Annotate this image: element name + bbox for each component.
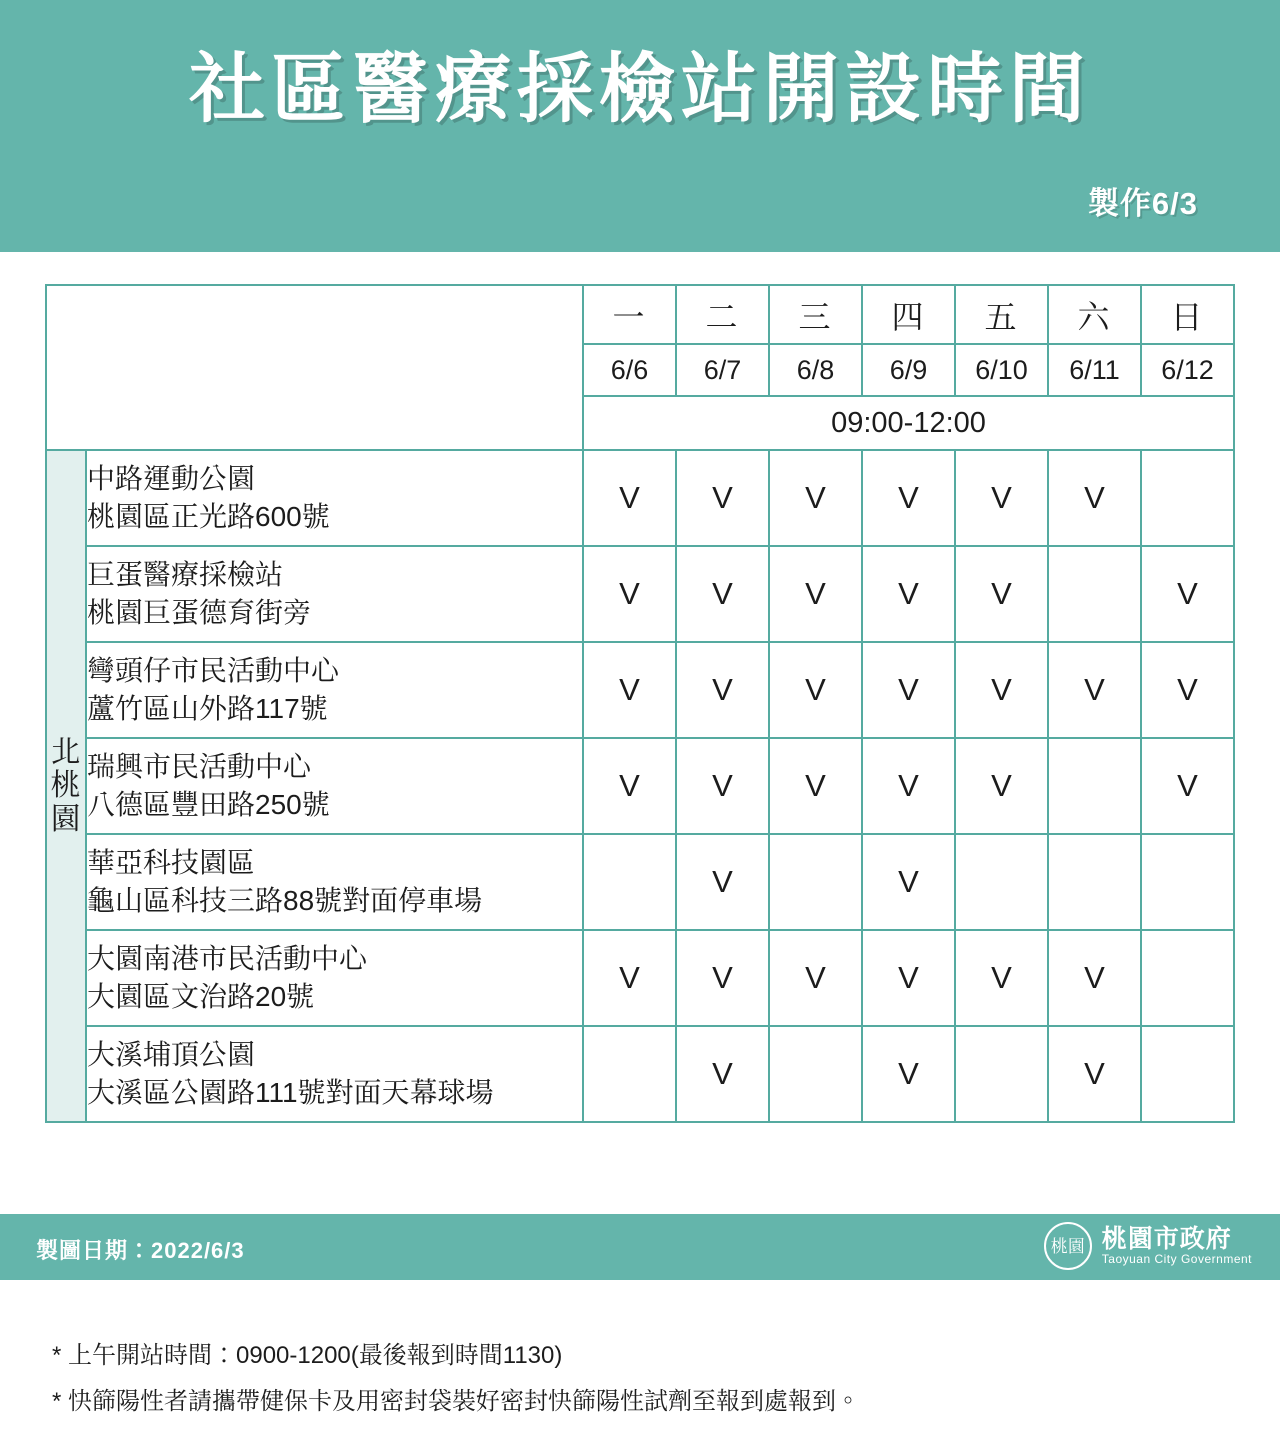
availability-cell — [1141, 450, 1234, 546]
poster-header — [0, 0, 1280, 252]
available-mark: V — [898, 960, 919, 995]
weekday-header-cell: 四 — [862, 285, 955, 344]
availability-cell — [676, 546, 769, 642]
available-mark: V — [898, 480, 919, 515]
region-label-cell: 北 桃 園 — [46, 450, 86, 1122]
available-mark: V — [898, 672, 919, 707]
weekday-header-cell: 日 — [1141, 285, 1234, 344]
available-mark: V — [1177, 768, 1198, 803]
availability-cell — [1048, 642, 1141, 738]
available-mark: V — [991, 576, 1012, 611]
site-address: 龜山區科技三路88號對面停車場 — [87, 885, 483, 916]
availability-cell — [955, 738, 1048, 834]
site-name: 大溪埔頂公園 — [87, 1038, 256, 1070]
availability-cell — [862, 1026, 955, 1122]
available-mark: V — [898, 768, 919, 803]
chart-date-label: 製圖日期：2022/6/3 — [36, 1238, 245, 1263]
availability-cell — [955, 834, 1048, 930]
weekday-header-cell: 六 — [1048, 285, 1141, 344]
availability-cell — [583, 1026, 676, 1122]
table-corner-blank — [46, 285, 583, 450]
availability-cell — [1048, 546, 1141, 642]
available-mark: V — [619, 768, 640, 803]
availability-cell — [583, 642, 676, 738]
availability-cell — [1048, 1026, 1141, 1122]
table-row — [46, 834, 1234, 930]
availability-cell — [1141, 546, 1234, 642]
availability-cell — [1048, 930, 1141, 1026]
site-name: 瑞興市民活動中心 — [87, 750, 312, 782]
site-cell — [86, 1026, 583, 1122]
date-header-cell: 6/12 — [1141, 344, 1234, 396]
availability-cell — [1141, 1026, 1234, 1122]
available-mark: V — [712, 1056, 733, 1091]
availability-cell — [1141, 642, 1234, 738]
site-address: 桃園巨蛋德育街旁 — [87, 597, 312, 628]
date-header-cell: 6/7 — [676, 344, 769, 396]
available-mark: V — [805, 576, 826, 611]
availability-cell — [769, 1026, 862, 1122]
available-mark: V — [712, 768, 733, 803]
availability-cell — [1141, 930, 1234, 1026]
available-mark: V — [712, 864, 733, 899]
availability-cell — [676, 738, 769, 834]
available-mark: V — [898, 1056, 919, 1091]
site-address: 桃園區正光路600號 — [87, 501, 330, 532]
site-name: 巨蛋醫療採檢站 — [87, 558, 284, 590]
site-address: 大園區文治路20號 — [87, 981, 315, 1012]
available-mark: V — [898, 576, 919, 611]
availability-cell — [769, 546, 862, 642]
schedule-table — [45, 284, 1235, 1123]
availability-cell — [676, 930, 769, 1026]
government-name-en: Taoyuan City Government — [1101, 1251, 1252, 1266]
availability-cell — [769, 642, 862, 738]
available-mark: V — [619, 672, 640, 707]
availability-cell — [1048, 738, 1141, 834]
weekday-header-row — [46, 285, 1234, 344]
government-names — [1102, 1226, 1252, 1266]
availability-cell — [676, 834, 769, 930]
site-address: 八德區豐田路250號 — [87, 789, 330, 820]
availability-cell — [583, 834, 676, 930]
availability-cell — [955, 450, 1048, 546]
available-mark: V — [1084, 1056, 1105, 1091]
availability-cell — [676, 1026, 769, 1122]
available-mark: V — [712, 480, 733, 515]
availability-cell — [862, 642, 955, 738]
available-mark: V — [1177, 672, 1198, 707]
availability-cell — [1141, 738, 1234, 834]
site-cell — [86, 930, 583, 1026]
footnotes — [52, 1338, 1232, 1430]
availability-cell — [769, 930, 862, 1026]
site-address: 大溪區公園路111號對面天幕球場 — [87, 1077, 494, 1108]
available-mark: V — [805, 480, 826, 515]
time-range-cell: 09:00-12:00 — [583, 396, 1234, 450]
footnote-1: * 上午開站時間：0900-1200(最後報到時間1130) — [52, 1342, 563, 1369]
available-mark: V — [712, 576, 733, 611]
table-row — [46, 546, 1234, 642]
availability-cell — [583, 450, 676, 546]
availability-cell — [862, 930, 955, 1026]
table-row — [46, 930, 1234, 1026]
table-row — [46, 450, 1234, 546]
availability-cell — [583, 738, 676, 834]
availability-cell — [769, 834, 862, 930]
available-mark: V — [712, 672, 733, 707]
site-name: 彎頭仔市民活動中心 — [87, 654, 340, 686]
availability-cell — [955, 1026, 1048, 1122]
availability-cell — [583, 546, 676, 642]
available-mark: V — [991, 480, 1012, 515]
weekday-header-cell: 一 — [583, 285, 676, 344]
availability-cell — [862, 738, 955, 834]
site-address: 蘆竹區山外路117號 — [87, 693, 328, 724]
availability-cell — [769, 450, 862, 546]
availability-cell — [769, 738, 862, 834]
availability-cell — [862, 450, 955, 546]
government-name-zh: 桃園市政府 — [1101, 1224, 1232, 1253]
footnote-2: * 快篩陽性者請攜帶健保卡及用密封袋裝好密封快篩陽性試劑至報到處報到。 — [52, 1388, 861, 1415]
date-header-cell: 6/11 — [1048, 344, 1141, 396]
available-mark: V — [805, 960, 826, 995]
available-mark: V — [619, 576, 640, 611]
availability-cell — [1141, 834, 1234, 930]
site-cell — [86, 738, 583, 834]
weekday-header-cell: 二 — [676, 285, 769, 344]
available-mark: V — [619, 960, 640, 995]
available-mark: V — [898, 864, 919, 899]
available-mark: V — [991, 960, 1012, 995]
available-mark: V — [619, 480, 640, 515]
availability-cell — [676, 642, 769, 738]
site-name: 大園南港市民活動中心 — [87, 942, 368, 974]
weekday-header-cell: 三 — [769, 285, 862, 344]
available-mark: V — [712, 960, 733, 995]
site-name: 中路運動公園 — [87, 462, 256, 494]
availability-cell — [862, 546, 955, 642]
page-title: 社區醫療採檢站開設時間 — [189, 47, 1091, 132]
site-cell — [86, 834, 583, 930]
available-mark: V — [805, 768, 826, 803]
available-mark: V — [991, 768, 1012, 803]
available-mark: V — [1084, 960, 1105, 995]
site-cell — [86, 546, 583, 642]
table-row — [46, 738, 1234, 834]
site-cell — [86, 450, 583, 546]
available-mark: V — [805, 672, 826, 707]
available-mark: V — [1177, 576, 1198, 611]
government-brand — [1044, 1222, 1252, 1270]
taoyuan-seal-icon: 桃園 — [1044, 1222, 1092, 1270]
date-header-cell: 6/9 — [862, 344, 955, 396]
availability-cell — [862, 834, 955, 930]
availability-cell — [676, 450, 769, 546]
site-cell — [86, 642, 583, 738]
availability-cell — [1048, 834, 1141, 930]
availability-cell — [955, 642, 1048, 738]
date-header-cell: 6/8 — [769, 344, 862, 396]
available-mark: V — [1084, 480, 1105, 515]
header-subtitle: 製作6/3 — [1087, 186, 1198, 221]
available-mark: V — [1084, 672, 1105, 707]
date-header-cell: 6/10 — [955, 344, 1048, 396]
availability-cell — [583, 930, 676, 1026]
availability-cell — [1048, 450, 1141, 546]
table-row — [46, 1026, 1234, 1122]
available-mark: V — [991, 672, 1012, 707]
availability-cell — [955, 546, 1048, 642]
site-name: 華亞科技園區 — [87, 846, 256, 878]
weekday-header-cell: 五 — [955, 285, 1048, 344]
poster-footer — [0, 1214, 1280, 1280]
date-header-cell: 6/6 — [583, 344, 676, 396]
availability-cell — [955, 930, 1048, 1026]
table-row — [46, 642, 1234, 738]
